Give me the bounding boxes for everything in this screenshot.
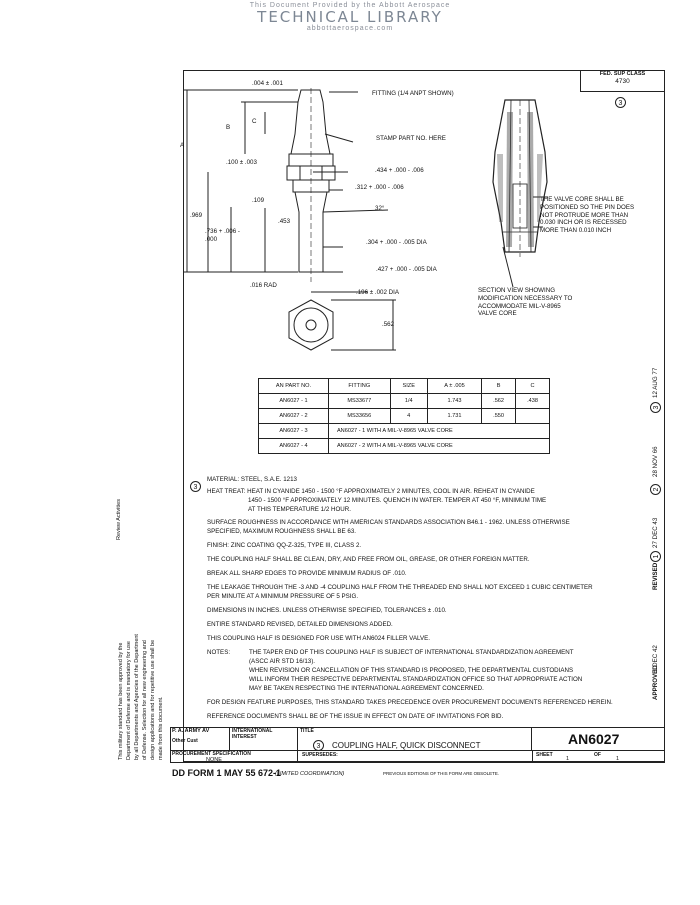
rev-1-date: 27 DEC 43 <box>652 517 659 548</box>
parts-table <box>258 378 550 454</box>
header-an-part: AN PART NO. <box>259 379 329 394</box>
cell: MS33677 <box>328 394 390 409</box>
sheet-label: SHEET <box>536 752 553 758</box>
note-finish: FINISH: ZINC COATING QQ-Z-325, TYPE III, CLASS 2. <box>207 542 362 549</box>
note-dimensions: DIMENSIONS IN INCHES. UNLESS OTHERWISE SPECIFIED, TOLERANCES ± .010. <box>207 607 447 614</box>
dim-004: .004 ± .001 <box>252 80 283 87</box>
rev-2-mark: 2 <box>650 484 661 495</box>
fed-sup-class-label: FED. SUP CLASS <box>599 71 646 77</box>
note-heat-3: AT THIS TEMPERATURE 1/2 HOUR. <box>248 506 351 513</box>
disclaimer-1: This military standard has been approved by the <box>118 642 124 760</box>
rev-1-mark: 1 <box>650 551 661 562</box>
note-surface-2: SPECIFIED, MAXIMUM ROUGHNESS SHALL BE 63. <box>207 528 356 535</box>
header-size: SIZE <box>390 379 427 394</box>
cell: 1.743 <box>427 394 481 409</box>
table-row <box>259 409 550 424</box>
title-label: TITLE <box>300 728 314 734</box>
note-heat-2: 1450 - 1500 °F APPROXIMATELY 12 MINUTES. QUENCH IN WATER. TEMPER AT 450 °F, MINIMUM TIME <box>248 497 547 504</box>
previous-editions: PREVIOUS EDITIONS OF THIS FORM ARE OBSOLETE. <box>383 771 500 776</box>
disclaimer-6: made from this document. <box>158 696 164 760</box>
dim-434: .434 + .000 - .006 <box>375 167 424 174</box>
cell: .562 <box>482 394 516 409</box>
disclaimer-4: of Defense. Selection for all new engineering and <box>142 640 148 760</box>
dim-016: .016 RAD <box>250 282 277 289</box>
dim-736: .736 + .006 - .000 <box>205 228 240 243</box>
disclaimer-2: Department of Defense and is mandatory for use <box>126 641 132 760</box>
provider-line: This Document Provided by the Abbott Aerospace <box>249 2 451 9</box>
supersedes-label: SUPERSEDES: <box>302 752 338 758</box>
fitting-label: FITTING (1/4 ANPT SHOWN) <box>372 90 454 97</box>
header-b: B <box>482 379 516 394</box>
proc-value: NONE <box>206 757 222 763</box>
pa-label: P. A. ARMY AV <box>172 728 210 734</box>
label-c: C <box>252 118 257 125</box>
intl-label: INTERNATIONAL INTEREST <box>232 728 273 741</box>
fed-sup-class-box <box>580 70 665 92</box>
note-design-feature: FOR DESIGN FEATURE PURPOSES, THIS STANDARD TAKES PRECEDENCE OVER PROCUREMENT DOCUMENTS REFERENCED HEREIN. <box>207 699 613 706</box>
cell: MS33656 <box>328 409 390 424</box>
revised-label: REVISED <box>652 562 659 590</box>
approved-label: APPROVED <box>652 665 659 700</box>
fed-sup-class-value: 4730 <box>615 77 630 85</box>
review-activities: Review Activities <box>116 499 122 540</box>
dim-109: .109 <box>252 197 265 204</box>
proc-cell <box>170 751 298 763</box>
header-c: C <box>516 379 550 394</box>
cell: AN6027 - 2 <box>259 409 329 424</box>
note-reference: REFERENCE DOCUMENTS SHALL BE OF THE ISSUE IN EFFECT ON DATE OF INVITATIONS FOR BID. <box>207 713 504 720</box>
dim-969: .969 <box>190 212 203 219</box>
pa-cell <box>170 727 230 751</box>
angle-32: 32° <box>375 205 385 212</box>
note-heat-1: HEAT TREAT: HEAT IN CYANIDE 1450 - 1500 °F APPROXIMATELY 2 MINUTES, COOL IN AIR. REHEAT IN CYANIDE <box>207 488 535 495</box>
of-num: 1 <box>616 756 620 762</box>
proc-label: PROCUREMENT SPECIFICATION <box>172 751 251 757</box>
other-cust: Other Cust <box>172 737 198 744</box>
cell: 1/4 <box>390 394 427 409</box>
dim-453: .453 <box>278 218 291 225</box>
library-url: abbottaerospace.com <box>306 25 394 32</box>
of-label: OF <box>594 752 601 758</box>
cell: AN6027 - 1 WITH A MIL-V-8965 VALVE CORE <box>328 424 549 439</box>
title-rev-mark: 3 <box>313 740 324 751</box>
doc-number: AN6027 <box>568 731 620 747</box>
doc-title: COUPLING HALF, QUICK DISCONNECT <box>332 741 481 750</box>
cell: .438 <box>516 394 550 409</box>
label-a: A <box>180 142 185 149</box>
note-notes-4: WILL INFORM THEIR RESPECTIVE DEPARTMENTAL STANDARDIZATION OFFICE SO THAT APPROPRIATE ACTION <box>249 676 583 683</box>
sheet-num: 1 <box>566 756 570 762</box>
fitting-profile <box>291 90 330 154</box>
note-material: MATERIAL: STEEL, S.A.E. 1213 <box>207 476 297 483</box>
header-fitting: FITTING <box>328 379 390 394</box>
note-surface-1: SURFACE ROUGHNESS IN ACCORDANCE WITH AMERICAN STANDARDS ASSOCIATION B46.1 - 1962. UNLESS OTHERWISE <box>207 519 570 526</box>
notes-rev-mark: 3 <box>190 481 201 492</box>
fed-rev-mark: 3 <box>615 97 626 108</box>
library-title: TECHNICAL LIBRARY <box>257 8 443 26</box>
disclaimer-5: design applications and for repetitive use shall be <box>150 639 156 760</box>
cell: AN6027 - 4 <box>259 439 329 454</box>
intl-cell <box>230 727 298 751</box>
cell: 4 <box>390 409 427 424</box>
cell: AN6027 - 1 <box>259 394 329 409</box>
note-leak-2: PER MINUTE AT A MINIMUM PRESSURE OF 5 PSIG. <box>207 593 359 600</box>
stamp-label: STAMP PART NO. HERE <box>376 135 446 142</box>
dim-562: .562 <box>382 321 395 328</box>
dim-427: .427 + .000 - .005 DIA <box>376 266 437 273</box>
note-leak-1: THE LEAKAGE THROUGH THE -3 AND -4 COUPLING HALF FROM THE THREADED END SHALL NOT EXCEED 1 CUBIC CENTIMETER <box>207 584 593 591</box>
note-edges: BREAK ALL SHARP EDGES TO PROVIDE MINIMUM RADIUS OF .010. <box>207 570 407 577</box>
label-b: B <box>226 124 231 131</box>
note-notes-2: (ASCC AIR STD 16/13). <box>249 658 316 665</box>
note-revised: ENTIRE STANDARD REVISED, DETAILED DIMENSIONS ADDED. <box>207 621 393 628</box>
cell: 1.731 <box>427 409 481 424</box>
form-number: DD FORM 1 MAY 55 672-1 <box>172 768 282 778</box>
note-notes-1: THE TAPER END OF THIS COUPLING HALF IS SUBJECT OF INTERNATIONAL STANDARDIZATION AGREEMENT <box>249 649 574 656</box>
dim-304: .304 + .000 - .005 DIA <box>366 239 427 246</box>
valve-core-note: THE VALVE CORE SHALL BE POSITIONED SO THE PIN DOES NOT PROTRUDE MORE THAN 0.030 INCH OR IS RECESSED MORE THAN 0.010 INCH <box>540 196 635 234</box>
limited-coordination: (LIMITED COORDINATION) <box>275 771 345 777</box>
dim-196: .196 ± .002 DIA <box>356 289 399 296</box>
table-row <box>259 394 550 409</box>
notes-label: NOTES: <box>207 649 231 656</box>
disclaimer-3: by all Departments and Agencies of the Department <box>134 634 140 760</box>
approved-date: 1 DEC 42 <box>652 645 659 672</box>
cell: .550 <box>482 409 516 424</box>
cell <box>516 409 550 424</box>
rev-3-date: 12 AUG 77 <box>652 367 659 398</box>
table-row <box>259 424 550 439</box>
header-a: A ± .005 <box>427 379 481 394</box>
note-clean: THE COUPLING HALF SHALL BE CLEAN, DRY, AND FREE FROM OIL, GREASE, OR OTHER FOREIGN MATTER. <box>207 556 530 563</box>
dim-100: .100 ± .003 <box>226 159 257 166</box>
rev-2-date: 28 NOV 66 <box>652 446 659 477</box>
cell: AN6027 - 2 WITH A MIL-V-8965 VALVE CORE <box>328 439 549 454</box>
table-header-row <box>259 379 550 394</box>
note-notes-3: WHEN REVISION OR CANCELLATION OF THIS STANDARD IS PROPOSED, THE DEPARTMENTAL CUSTODIANS <box>249 667 574 674</box>
rev-3-mark: 3 <box>650 402 661 413</box>
dim-312: .312 + .000 - .006 <box>355 184 404 191</box>
note-notes-5: MAY BE TAKEN RESPECTING THE INTERNATIONAL AGREEMENT CONCERNED. <box>249 685 484 692</box>
section-view-note: SECTION VIEW SHOWING MODIFICATION NECESSARY TO ACCOMMODATE MIL-V-8965 VALVE CORE <box>478 287 573 318</box>
history-strip <box>665 70 666 762</box>
note-designed: THIS COUPLING HALF IS DESIGNED FOR USE WITH AN6024 FILLER VALVE. <box>207 635 430 642</box>
table-row <box>259 439 550 454</box>
cell: AN6027 - 3 <box>259 424 329 439</box>
